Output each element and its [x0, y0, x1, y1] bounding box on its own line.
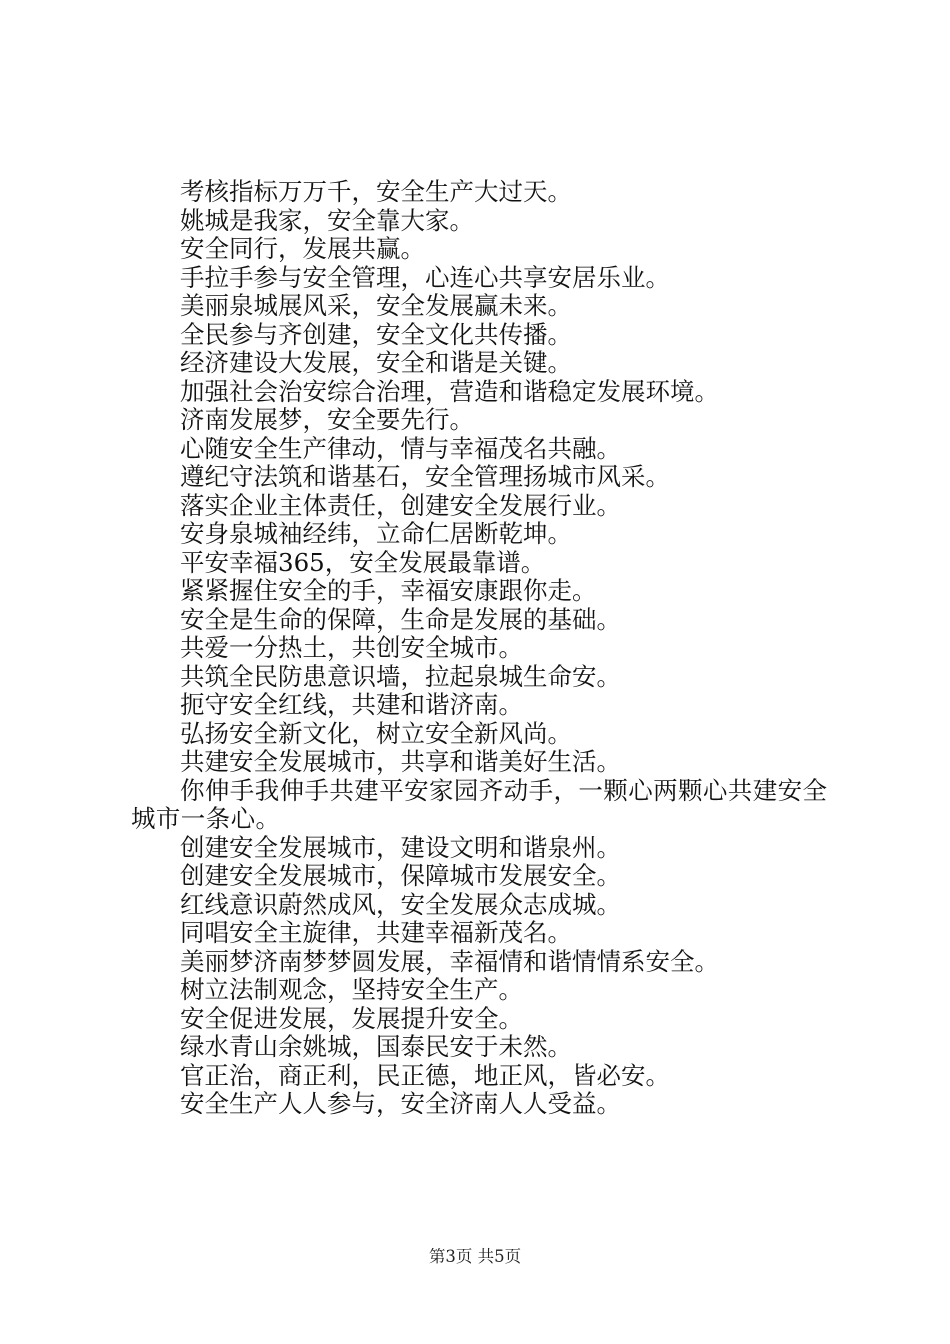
slogan-line: 加强社会治安综合治理，营造和谐稳定发展环境。 — [180, 376, 719, 406]
slogan-line: 树立法制观念，坚持安全生产。 — [180, 975, 523, 1004]
slogan-line: 共建安全发展城市，共享和谐美好生活。 — [180, 747, 621, 776]
slogan-line: 安全同行，发展共赢。 — [180, 234, 425, 263]
slogan-line: 红线意识蔚然成风，安全发展众志成城。 — [180, 889, 621, 919]
slogan-line: 创建安全发展城市，保障城市发展安全。 — [180, 861, 621, 890]
slogan-list — [131, 178, 836, 1119]
slogan-line: 落实企业主体责任，创建安全发展行业。 — [180, 490, 621, 520]
slogan-line: 同唱安全主旋律，共建幸福新茂名。 — [180, 918, 572, 947]
slogan-line: 扼守安全红线，共建和谐济南。 — [180, 690, 523, 719]
slogan-line: 共筑全民防患意识墙，拉起泉城生命安。 — [180, 661, 621, 691]
slogan-line: 创建安全发展城市，建设文明和谐泉州。 — [180, 832, 621, 862]
slogan-line: 全民参与齐创建，安全文化共传播。 — [180, 319, 572, 349]
slogan-line: 平安幸福365，安全发展最靠谱。 — [180, 547, 546, 577]
slogan-line: 安身泉城袖经纬，立命仁居断乾坤。 — [180, 519, 572, 548]
slogan-line: 考核指标万万千，安全生产大过天。 — [180, 177, 572, 206]
slogan-line: 绿水青山余姚城，国泰民安于未然。 — [180, 1032, 572, 1061]
slogan-line: 美丽梦济南梦梦圆发展，幸福情和谐情情系安全。 — [180, 946, 719, 976]
slogan-line: 心随安全生产律动，情与幸福茂名共融。 — [180, 433, 621, 463]
slogan-line: 济南发展梦，安全要先行。 — [180, 405, 474, 434]
slogan-line: 安全是生命的保障，生命是发展的基础。 — [180, 604, 621, 634]
slogan-paragraph: 你伸手我伸手共建平安家园齐动手，一颗心两颗心共建安全城市一条心。 — [131, 775, 828, 833]
slogan-line: 安全促进发展，发展提升安全。 — [180, 1003, 523, 1033]
slogan-line: 姚城是我家，安全靠大家。 — [180, 205, 474, 235]
slogan-line: 安全生产人人参与，安全济南人人受益。 — [180, 1089, 621, 1118]
slogan-line: 紧紧握住安全的手，幸福安康跟你走。 — [180, 576, 597, 605]
slogan-line: 经济建设大发展，安全和谐是关键。 — [180, 348, 572, 377]
slogan-line: 共爱一分热土，共创安全城市。 — [180, 633, 523, 662]
slogan-line: 官正治，商正利，民正德，地正风，皆必安。 — [180, 1060, 670, 1090]
page-number-footer: 第3页 共5页 — [428, 1247, 522, 1266]
slogan-line: 遵纪守法筑和谐基石，安全管理扬城市风采。 — [180, 462, 670, 491]
slogan-line: 美丽泉城展风采，安全发展赢未来。 — [180, 291, 572, 320]
slogan-line: 手拉手参与安全管理，心连心共享安居乐业。 — [180, 262, 670, 292]
slogan-line: 弘扬安全新文化，树立安全新风尚。 — [180, 718, 572, 748]
